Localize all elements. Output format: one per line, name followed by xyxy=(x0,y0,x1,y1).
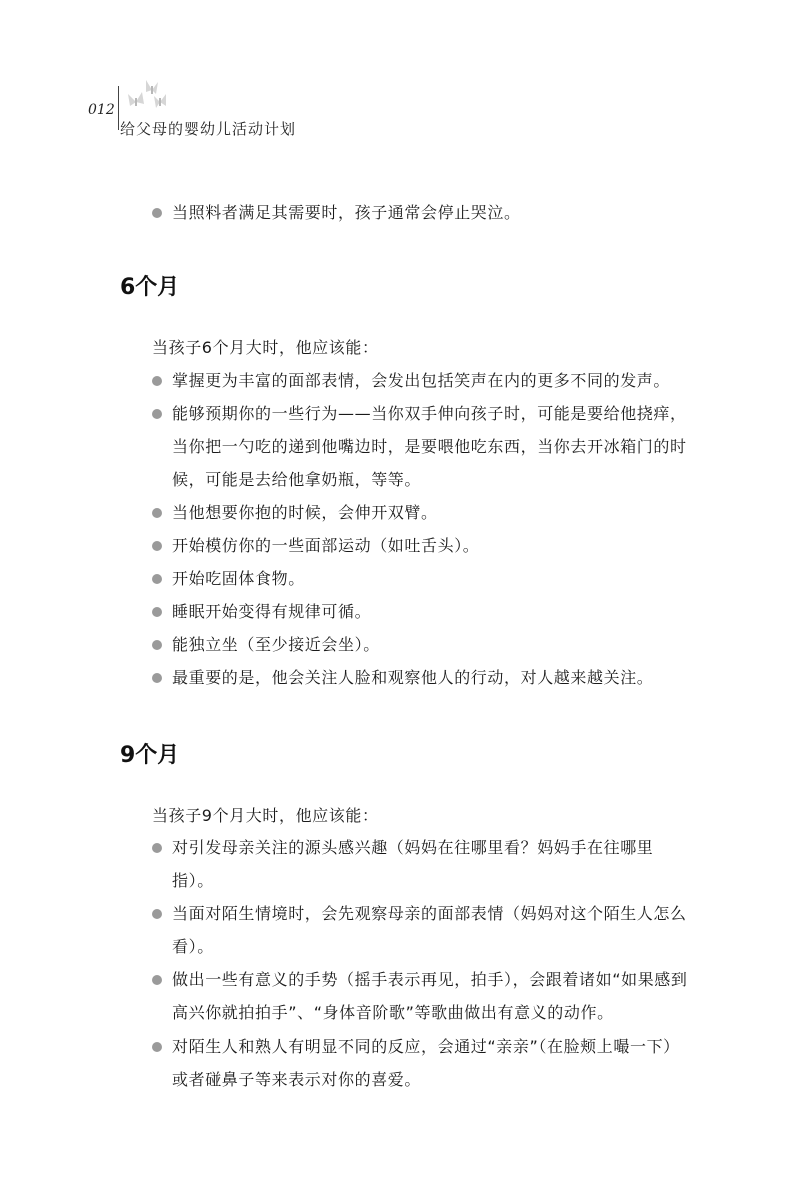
bullet-icon xyxy=(152,409,162,419)
bullet-icon xyxy=(152,574,162,584)
section-title: 6个月 xyxy=(120,275,180,300)
bullet-icon xyxy=(152,975,162,985)
bullet-icon xyxy=(152,673,162,683)
bullet-icon xyxy=(152,640,162,650)
section-intro: 当孩子6个月大时，他应该能： xyxy=(152,338,379,357)
section-intro: 当孩子9个月大时，他应该能： xyxy=(152,806,379,825)
list-item: 最重要的是，他会关注人脸和观察他人的行动，对人越来越关注。 xyxy=(152,661,692,694)
list-item: 能独立坐（至少接近会坐）。 xyxy=(152,628,692,661)
bullet-icon xyxy=(152,607,162,617)
list-item: 对陌生人和熟人有明显不同的反应，会通过“亲亲”（在脸颊上嘬一下）或者碰鼻子等来表示对你的喜爱。 xyxy=(152,1030,692,1096)
list-item: 睡眠开始变得有规律可循。 xyxy=(152,595,692,628)
bullet-icon xyxy=(152,909,162,919)
list-item: 能够预期你的一些行为——当你双手伸向孩子时，可能是要给他挠痒，当你把一勺吃的递到他嘴边时，是要喂他吃东西，当你去开冰箱门的时候，可能是去给他拿奶瓶，等等。 xyxy=(152,397,692,496)
bullet-icon xyxy=(152,541,162,551)
section-title: 9个月 xyxy=(120,743,180,768)
list-item: 做出一些有意义的手势（摇手表示再见，拍手），会跟着诸如“如果感到高兴你就拍拍手”、“身体音阶歌”等歌曲做出有意义的动作。 xyxy=(152,963,692,1029)
list-item: 当照料者满足其需要时，孩子通常会停止哭泣。 xyxy=(152,196,692,229)
page-number: 012 xyxy=(88,102,115,118)
bullet-icon xyxy=(152,376,162,386)
book-title: 给父母的婴幼儿活动计划 xyxy=(120,120,297,138)
list-item: 当他想要你抱的时候，会伸开双臂。 xyxy=(152,496,692,529)
list-item: 开始吃固体食物。 xyxy=(152,562,692,595)
bullet-icon xyxy=(152,843,162,853)
list-item: 对引发母亲关注的源头感兴趣（妈妈在往哪里看？妈妈手在往哪里指）。 xyxy=(152,831,692,897)
bullet-icon xyxy=(152,208,162,218)
list-item: 掌握更为丰富的面部表情，会发出包括笑声在内的更多不同的发声。 xyxy=(152,364,692,397)
header-divider xyxy=(118,86,119,130)
bullet-icon xyxy=(152,1042,162,1052)
butterfly-icon xyxy=(124,72,174,116)
list-item: 开始模仿你的一些面部运动（如吐舌头）。 xyxy=(152,529,692,562)
page-header xyxy=(78,72,378,142)
bullet-icon xyxy=(152,508,162,518)
list-item: 当面对陌生情境时，会先观察母亲的面部表情（妈妈对这个陌生人怎么看）。 xyxy=(152,897,692,963)
